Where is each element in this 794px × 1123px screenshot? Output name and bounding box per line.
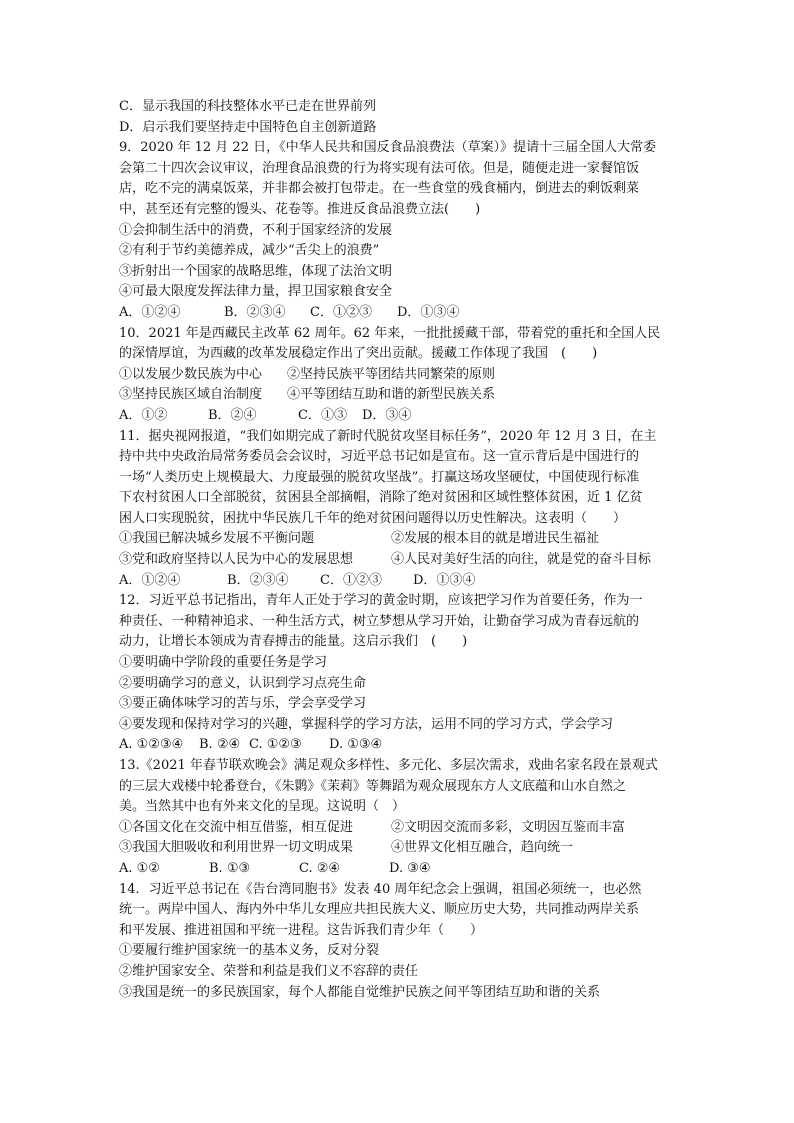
statement: ①各国文化在交流中相互借鉴，相互促进 — [119, 819, 354, 835]
statement: ④平等团结互助和谐的新型民族关系 — [287, 387, 496, 403]
answer-a: A. ①②③④ — [119, 737, 184, 753]
statement-line: ③我国是统一的多民族国家，每个人都能自觉维护民族之间平等团结互助和谐的关系 — [119, 984, 601, 1000]
statement: ①我国已解决城乡发展不平衡问题 — [119, 531, 315, 547]
statement-line: ②要明确学习的意义，认识到学习点亮生命 — [119, 675, 367, 691]
answer-d: D．①③④ — [397, 304, 460, 320]
question-9 — [119, 138, 679, 323]
answer-b: B．②③④ — [227, 572, 289, 588]
statement-line: ④要发现和保持对学习的兴趣，掌握科学的学习方法，运用不同的学习方式，学会学习 — [119, 716, 614, 732]
question-stem-line: 动力，让增长本领成为青春搏击的能量。这启示我们 ( ) — [119, 634, 468, 650]
answer-b: B．②③④ — [224, 304, 286, 320]
statement-row — [119, 385, 679, 406]
statement-line: ④可最大限度发挥法律力量，捍卫国家粮食安全 — [119, 284, 393, 300]
statement-row — [119, 818, 679, 839]
statement: ③我国大胆吸收和利用世界一切文明成果 — [119, 840, 354, 856]
question-stem-line: 中，甚至还有完整的馒头、花卷等。推进反食品浪费立法( ) — [119, 201, 481, 217]
question-stem-line: 10．2021 年是西藏民主改革 62 周年。62 年来，一批批援藏干部，带着党的重托和全国人民 — [119, 325, 661, 341]
question-stem-line: 的深情厚谊，为西藏的改革发展稳定作出了突出贡献。援藏工作体现了我国 ( ) — [119, 346, 598, 362]
answer-a: A. ①② — [119, 860, 160, 876]
question-stem-line: 14．习近平总书记在《告台湾同胞书》发表 40 周年纪念会上强调，祖国必须统一，也必然 — [119, 881, 642, 897]
question-stem-line: 种责任、一种精神追求、一种生活方式，树立梦想从学习开始，让勤奋学习成为青春远航的 — [119, 613, 640, 629]
statement-line: ①会抑制生活中的消费，不利于国家经济的发展 — [119, 222, 393, 238]
answer-a: A．①②④ — [119, 304, 181, 320]
statement-line: ①要履行维护国家统一的基本义务，反对分裂 — [119, 943, 380, 959]
question-stem-line: 的三层大戏楼中轮番登台，《朱鹮》《茉莉》等舞蹈为观众展现东方人文底蕴和山水自然之 — [119, 778, 627, 794]
statement: ④世界文化相互融合，趋向统一 — [391, 840, 574, 856]
question-14 — [119, 880, 679, 1004]
question-stem-line: 和平发展、推进祖国和平统一进程。这告诉我们青少年（ ） — [119, 922, 484, 938]
question-stem-line: 会第二十四次会议审议，治理食品浪费的行为将实现有法可依。但是，随便走进一家餐馆饭 — [119, 160, 640, 176]
answer-d: D. ①③④ — [329, 737, 383, 753]
answer-b: B. ①③ — [209, 860, 251, 876]
answer-d: D．①③④ — [413, 572, 476, 588]
question-stem-line: 困人口实现脱贫，困扰中华民族几千年的绝对贫困问题得以历史性解决。这表明（ ） — [119, 510, 627, 526]
question-stem-line: 统一。两岸中国人、海内外中华儿女理应共担民族大义、顺应历史大势，共同推动两岸关系 — [119, 902, 640, 918]
option-line: D．启示我们要坚持走中国特色自主创新道路 — [119, 119, 377, 135]
exam-page — [119, 97, 679, 1003]
statement-line: ②维护国家安全、荣誉和利益是我们义不容辞的责任 — [119, 963, 419, 979]
answer-choices — [119, 406, 679, 427]
answer-d: D．③④ — [362, 407, 412, 423]
question-stem-line: 12．习近平总书记指出，青年人正处于学习的黄金时期，应该把学习作为首要任务，作为一 — [119, 593, 643, 609]
answer-c: C．①③ — [298, 407, 347, 423]
question-stem-line: 9．2020 年 12 月 22 日，《中华人民共和国反食品浪费法（草案）》提请十三届全国人大常委 — [119, 140, 657, 156]
statement: ③党和政府坚持以人民为中心的发展思想 — [119, 552, 354, 568]
question-stem-line: 店，吃不完的满桌饭菜，并非都会被打包带走。在一些食堂的残食桶内，倒进去的剩饭剩菜 — [119, 181, 640, 197]
statement-row — [119, 838, 679, 859]
question-10 — [119, 324, 679, 427]
answer-choices — [119, 303, 679, 324]
statement-row — [119, 365, 679, 386]
statement-line: ①要明确中学阶段的重要任务是学习 — [119, 655, 328, 671]
answer-choices — [119, 859, 679, 880]
answer-choices — [119, 571, 679, 592]
question-stem-line: 持中共中央政治局常务委员会会议时，习近平总书记如是宣布。这一宣示背后是中国进行的 — [119, 449, 640, 465]
answer-c: C. ①②③ — [249, 737, 302, 753]
question-12 — [119, 591, 679, 756]
question-stem-line: 13.《2021 年春节联欢晚会》满足观众多样性、多元化、多层次需求，戏曲名家名段在景观式 — [119, 758, 658, 773]
answer-a: A．①② — [119, 407, 168, 423]
statement: ②发展的根本目的就是增进民生福祉 — [391, 531, 600, 547]
answer-b: B. ②④ — [199, 737, 241, 753]
answer-a: A．①②④ — [119, 572, 181, 588]
answer-choices — [119, 735, 679, 756]
question-stem-line: 一场“人类历史上规模最大、力度最强的脱贫攻坚战”。打赢这场攻坚硬仗，中国使现行标准 — [119, 469, 640, 485]
statement: ③坚持民族区域自治制度 — [119, 387, 263, 403]
statement: ①以发展少数民族为中心 — [119, 366, 263, 382]
statement-line: ③折射出一个国家的战略思维，体现了法治文明 — [119, 263, 393, 279]
statement: ②坚持民族平等团结共同繁荣的原则 — [287, 366, 496, 382]
option-line: C．显示我国的科技整体水平已走在世界前列 — [119, 99, 376, 114]
statement: ④人民对美好生活的向往，就是党的奋斗目标 — [391, 552, 652, 568]
question-stem-line: 美。当然其中也有外来文化的呈现。这说明（ ） — [119, 799, 406, 815]
question-8-tail — [119, 97, 679, 138]
answer-c: C．①②③ — [320, 572, 382, 588]
statement-line: ②有利于节约美德养成，减少“舌尖上的浪费” — [119, 243, 380, 259]
answer-c: C．①②③ — [310, 304, 372, 320]
answer-c: C. ②④ — [299, 860, 341, 876]
statement-row — [119, 550, 679, 571]
statement: ②文明因交流而多彩，文明因互鉴而丰富 — [391, 819, 626, 835]
question-stem-line: 11．据央视网报道，“我们如期完成了新时代脱贫攻坚目标任务”，2020 年 12 月 3 日，在主 — [119, 428, 657, 444]
answer-b: B．②④ — [208, 407, 257, 423]
question-11 — [119, 427, 679, 592]
answer-d: D. ③④ — [389, 860, 431, 876]
statement-row — [119, 529, 679, 550]
question-13 — [119, 756, 679, 880]
statement-line: ③要正确体味学习的苦与乐，学会享受学习 — [119, 696, 367, 712]
question-stem-line: 下农村贫困人口全部脱贫，贫困县全部摘帽，消除了绝对贫困和区域性整体贫困，近 1 亿贫 — [119, 490, 643, 506]
